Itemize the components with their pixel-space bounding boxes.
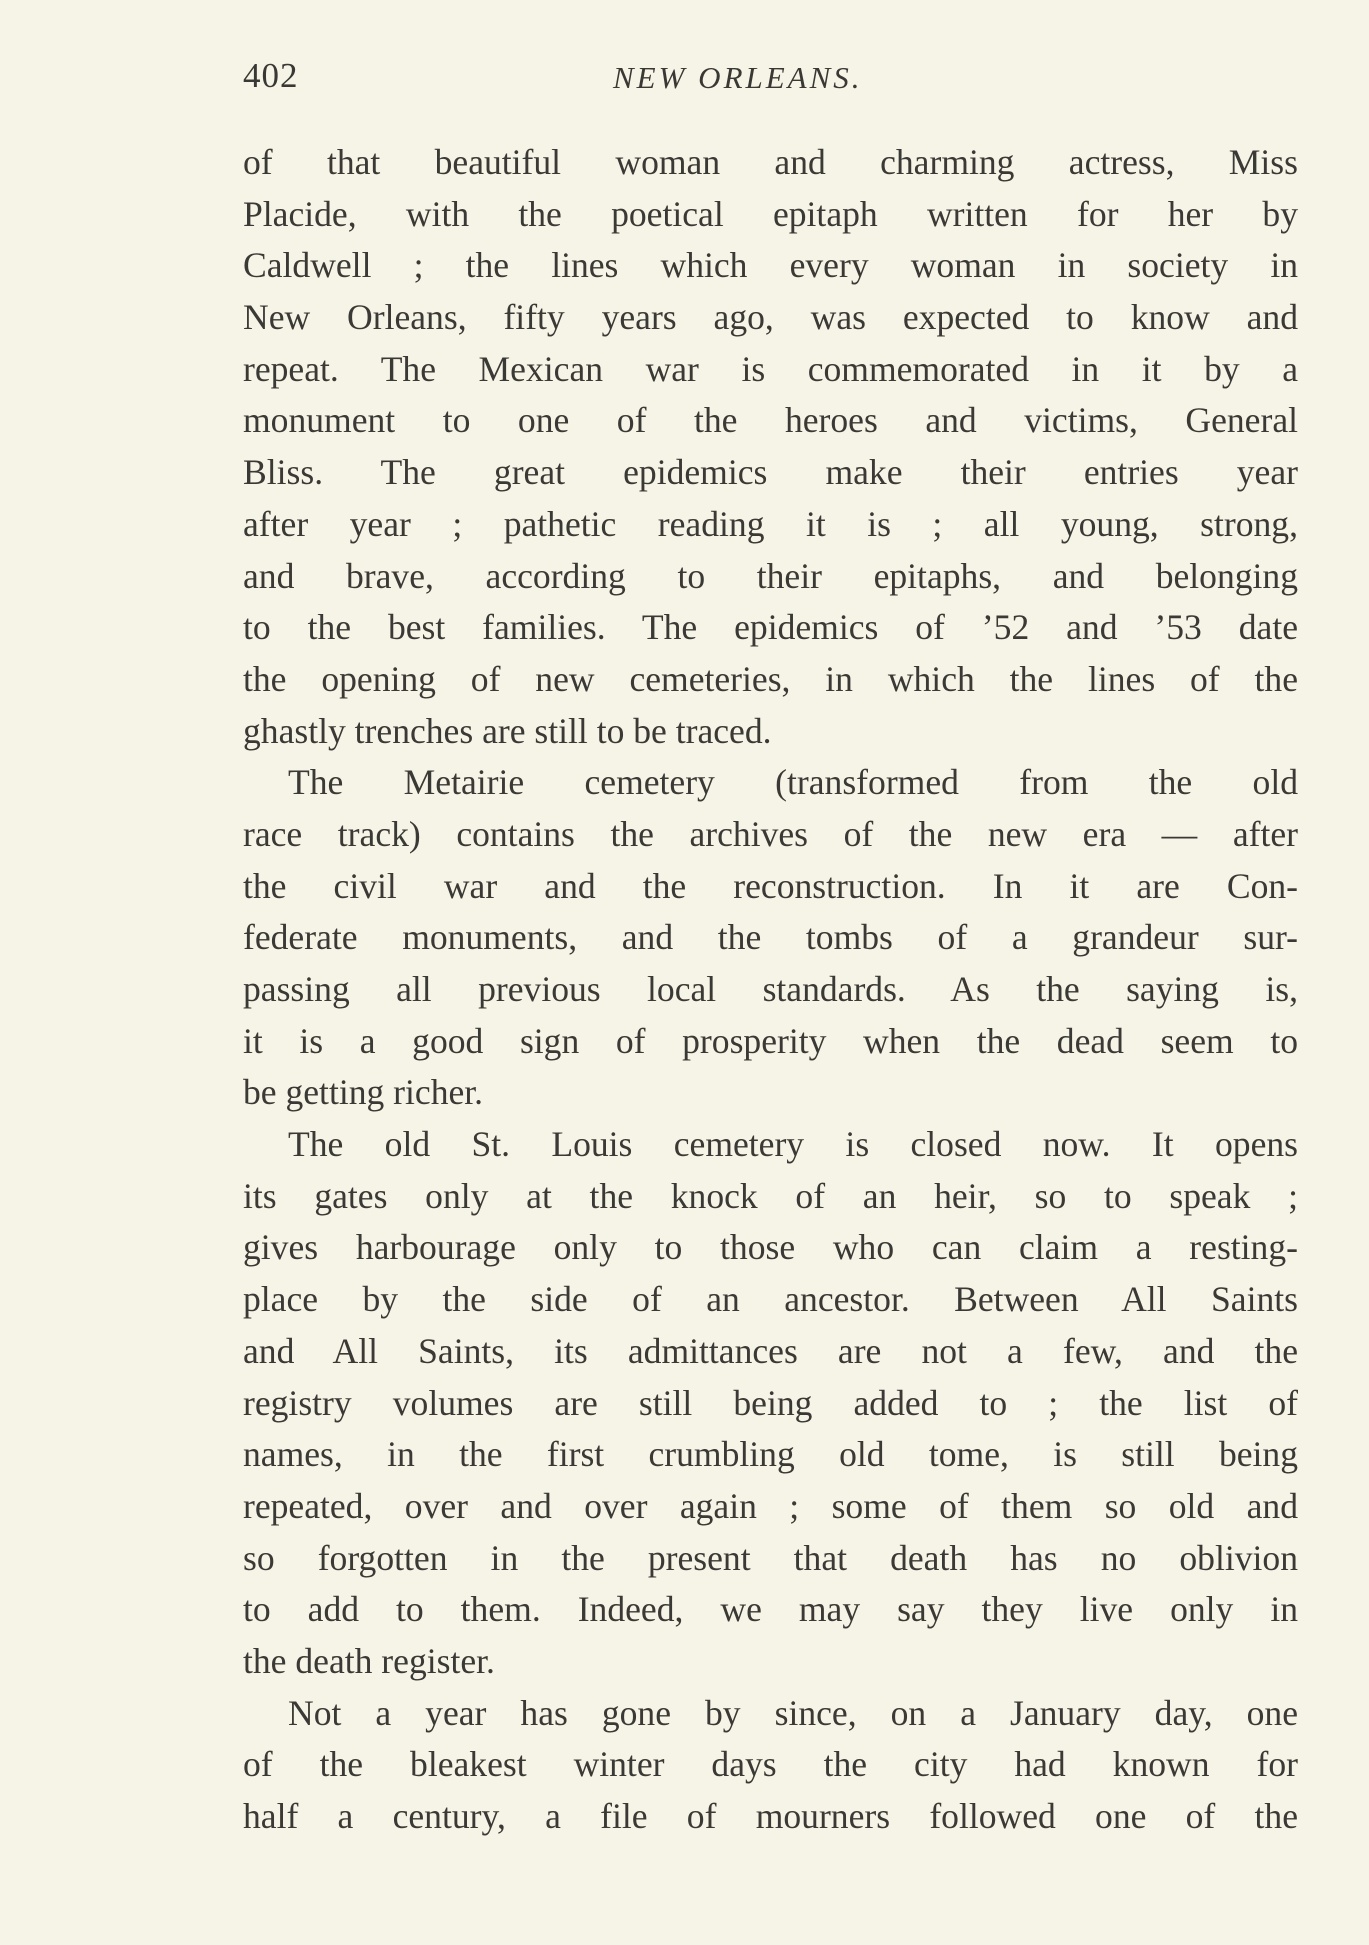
- text-line: the civil war and the reconstruction. In it are Con-: [243, 865, 1298, 906]
- text-line: its gates only at the knock of an heir, so to speak ;: [243, 1175, 1298, 1216]
- text-line: Placide, with the poetical epitaph written for her by: [243, 193, 1298, 234]
- text-line: to add to them. Indeed, we may say they live only in: [243, 1589, 1298, 1630]
- text-line: Caldwell ; the lines which every woman in society in: [243, 245, 1298, 286]
- text-line: place by the side of an ancestor. Between All Saints: [243, 1279, 1298, 1320]
- text-line: it is a good sign of prosperity when the dead seem to: [243, 1020, 1298, 1061]
- text-line: Bliss. The great epidemics make their entries year: [243, 452, 1298, 493]
- text-line: of that beautiful woman and charming actress, Miss: [243, 142, 1298, 182]
- paragraph: [243, 1688, 1298, 1843]
- text-line: and All Saints, its admittances are not a few, and the: [243, 1330, 1298, 1371]
- text-line: repeat. The Mexican war is commemorated in it by a: [243, 348, 1298, 389]
- text-line: and brave, according to their epitaphs, and belonging: [243, 555, 1298, 596]
- text-line: monument to one of the heroes and victims, General: [243, 400, 1298, 441]
- text-line: passing all previous local standards. As the saying is,: [243, 969, 1298, 1009]
- text-line: names, in the first crumbling old tome, is still being: [243, 1434, 1298, 1475]
- text-line: gives harbourage only to those who can claim a resting-: [243, 1227, 1298, 1268]
- text-line: half a century, a file of mourners followed one of the: [243, 1796, 1298, 1836]
- text-line: The old St. Louis cemetery is closed now. It opens: [288, 1124, 1298, 1165]
- text-line: ghastly trenches are still to be traced.: [243, 710, 772, 751]
- paragraph: [243, 137, 1298, 757]
- text-line: so forgotten in the present that death has no oblivion: [243, 1537, 1298, 1578]
- text-line: be getting richer.: [243, 1072, 484, 1113]
- paragraph: [243, 757, 1298, 1119]
- running-head: NEW ORLEANS.: [613, 60, 863, 95]
- page-number: 402: [243, 56, 299, 95]
- text-line: registry volumes are still being added to ; the list of: [243, 1382, 1298, 1423]
- text-line: the death register.: [243, 1640, 495, 1681]
- text-line: repeated, over and over again ; some of them so old and: [243, 1485, 1298, 1526]
- page-header: [243, 56, 1298, 106]
- body-text: [243, 137, 1298, 1843]
- text-line: federate monuments, and the tombs of a grandeur sur-: [243, 917, 1298, 958]
- text-line: the opening of new cemeteries, in which the lines of the: [243, 658, 1298, 699]
- text-line: to the best families. The epidemics of ’52 and ’53 date: [243, 607, 1298, 648]
- text-line: New Orleans, fifty years ago, was expected to know and: [243, 297, 1298, 338]
- text-line: after year ; pathetic reading it is ; all young, strong,: [243, 503, 1298, 544]
- text-line: Not a year has gone by since, on a January day, one: [288, 1692, 1298, 1733]
- paragraph: [243, 1119, 1298, 1688]
- text-line: of the bleakest winter days the city had known for: [243, 1744, 1298, 1785]
- text-line: The Metairie cemetery (transformed from the old: [288, 762, 1298, 803]
- text-line: race track) contains the archives of the new era — after: [243, 813, 1298, 854]
